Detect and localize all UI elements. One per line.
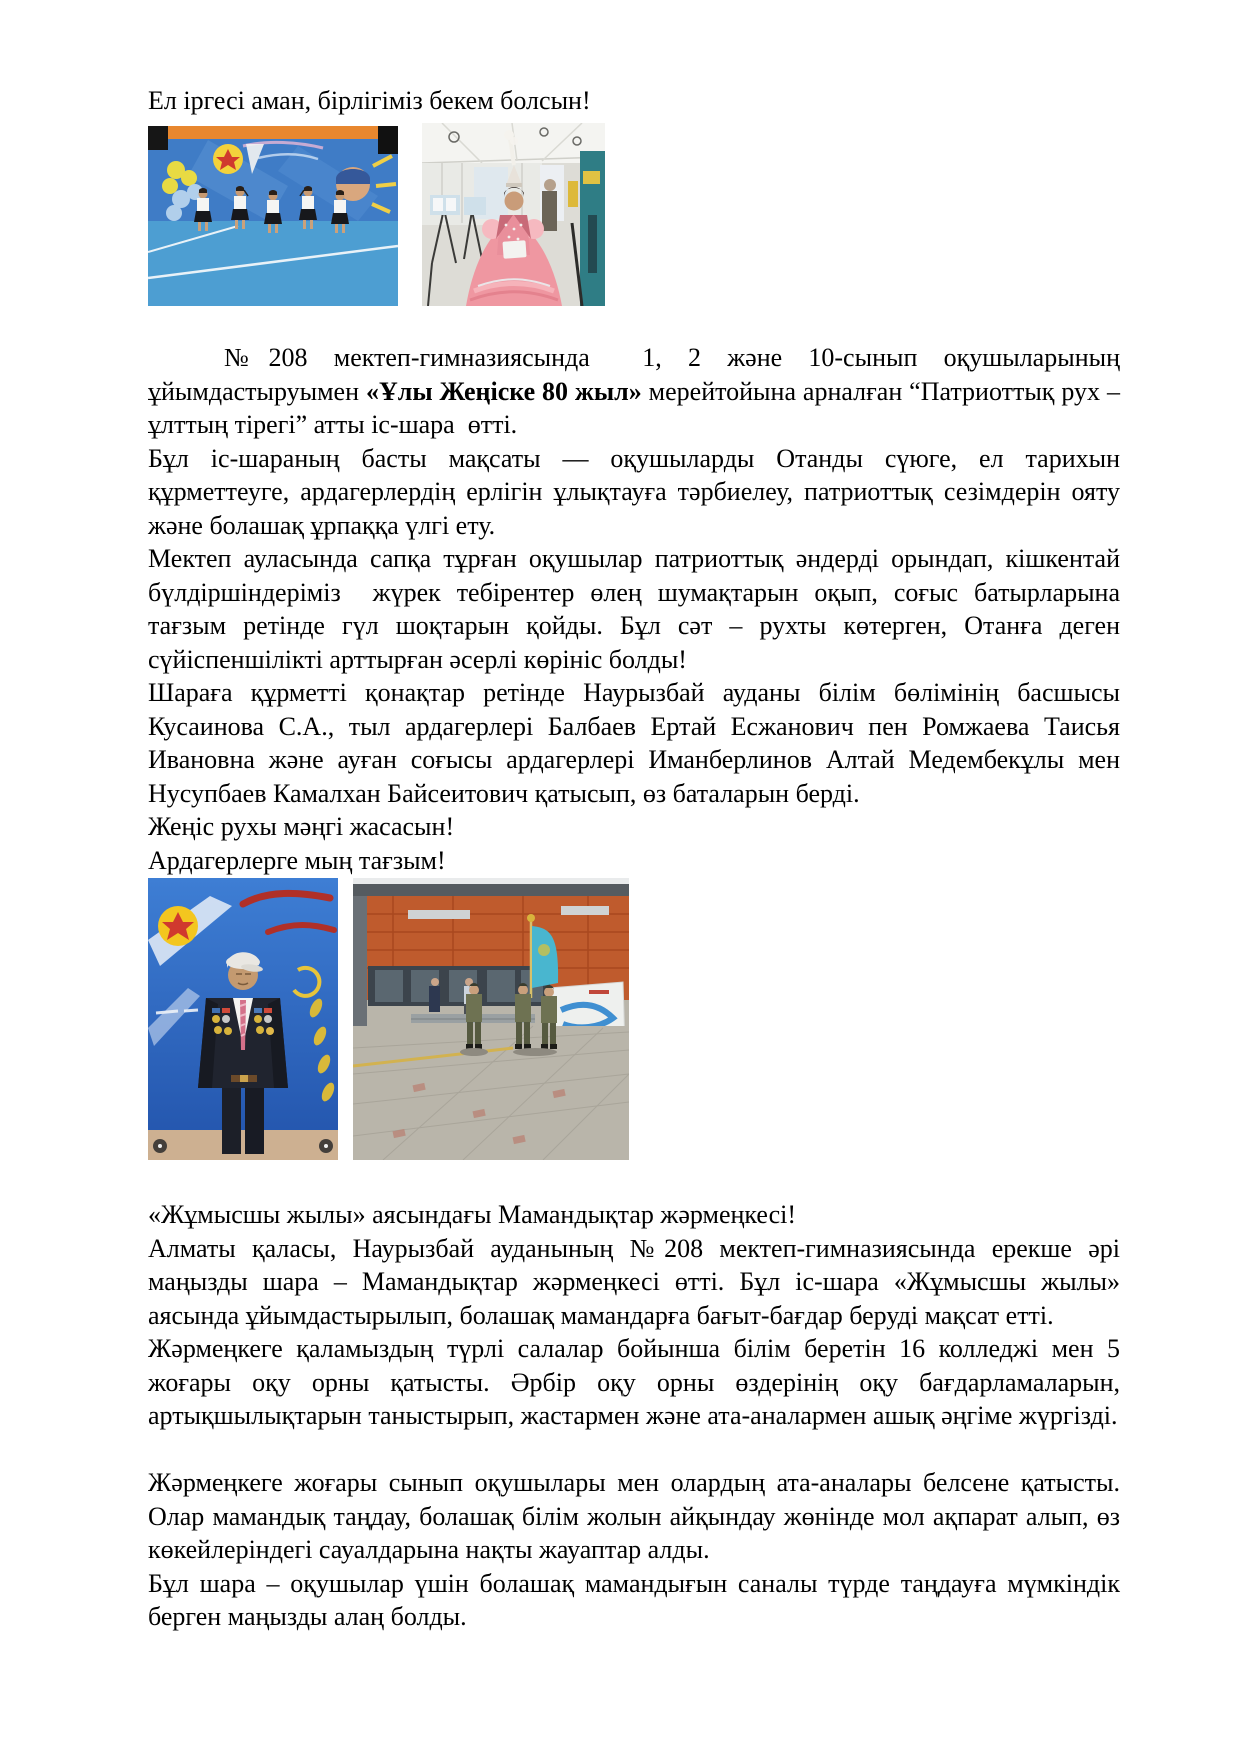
paragraph: Мектеп ауласында сапқа тұрған оқушылар патриоттық әндерді орындап, кішкентай бүлдіршіндеріміз жүрек тебірентер өлең шумақтарын оқып, соғыс батырларына тағзым ретінде гүл шоқтарын қойды. Бұл сәт – рухты көтерген, Отанға деген сүйіспеншілікті арттырған әсерлі көрініс болды! — [148, 544, 1120, 674]
paragraph: Алматы қаласы, Наурызбай ауданының №208 мектеп-гимназиясында ерекше әрі маңызды шара – Мамандықтар жәрмеңкесі өтті. Бұл іс-шара «Жұмысшы жылы» аясында ұйымдастырылып, болашақ мамандарға бағыт-бағдар беруді мақсат етті. — [148, 1233, 1120, 1330]
woman-in-kazakh-dress-photo — [422, 123, 605, 306]
paragraph: Бұл іс-шараның басты мақсаты — оқушыларды Отанды сүюге, ел тарихын құрметтеуге, ардагерлердің ерлігін ұлықтауға тәрбиелеу, патриоттық сезімдерін ояту және болашақ ұрпаққа үлгі ету. — [148, 443, 1120, 540]
section-2-text — [148, 1198, 1120, 1634]
bold-anniversary-text: «Ұлы Жеңіске 80 жыл» — [365, 376, 642, 406]
veteran-with-medals-photo — [148, 878, 338, 1160]
paragraph: Бұл шара – оқушылар үшін болашақ мамандығын саналы түрде таңдауға мүмкіндік берген маңызды алаң болды. — [148, 1568, 1120, 1631]
paragraph-text: мерейтойына арналған “Патриоттық рух – ұлттың тірегі” атты іс-шара өтті. — [148, 376, 1120, 439]
document-title-line: Ел іргесі аман, бірлігіміз бекем болсын! — [148, 86, 591, 115]
paragraph: Жәрмеңкеге қаламыздың түрлі салалар бойынша білім беретін 16 колледжі мен 5 жоғары оқу орны қатысты. Әрбір оқу орны өздерінің оқу бағдарламаларын, артықшылықтарын таныстырып, жастармен және ата-аналармен ашық әңгіме жүргізді. — [148, 1334, 1120, 1430]
section-1-text — [148, 341, 1120, 877]
paragraph — [148, 341, 1120, 442]
paragraph-text: №208 мектеп-гимназиясында 1, 2 және 10-сынып оқушыларының ұйымдастыруымен — [148, 343, 1120, 406]
section-2-heading: «Жұмысшы жылы» аясындағы Мамандықтар жәрмеңкесі! — [148, 1200, 796, 1229]
paragraph: Ардагерлерге мың тағзым! — [148, 845, 446, 875]
soldiers-with-flag-photo — [353, 878, 629, 1160]
paragraph: Жәрмеңкеге жоғары сынып оқушылары мен олардың ата-аналары белсене қатысты. Олар мамандық таңдау, болашақ білім жолын айқындау жөнінде мол ақпарат алып, өз көкейлеріндегі сауалдарына нақты жауаптар алды. — [148, 1468, 1120, 1564]
school-gym-concert-photo — [148, 126, 398, 306]
blank-line — [148, 1433, 1120, 1467]
paragraph: Шараға құрметті қонақтар ретінде Наурызбай ауданы білім бөлімінің басшысы Кусаинова С.А., тыл ардагерлері Балбаев Ертай Есжанович пен Ромжаева Таисья Ивановна және ауған соғысы ардагерлері Иманберлинов Алтай Медембекұлы мен Нусупбаев Камалхан Байсеитович қатысып, өз баталарын берді. — [148, 678, 1120, 808]
paragraph: Жеңіс рухы мәңгі жасасын! — [148, 812, 455, 841]
